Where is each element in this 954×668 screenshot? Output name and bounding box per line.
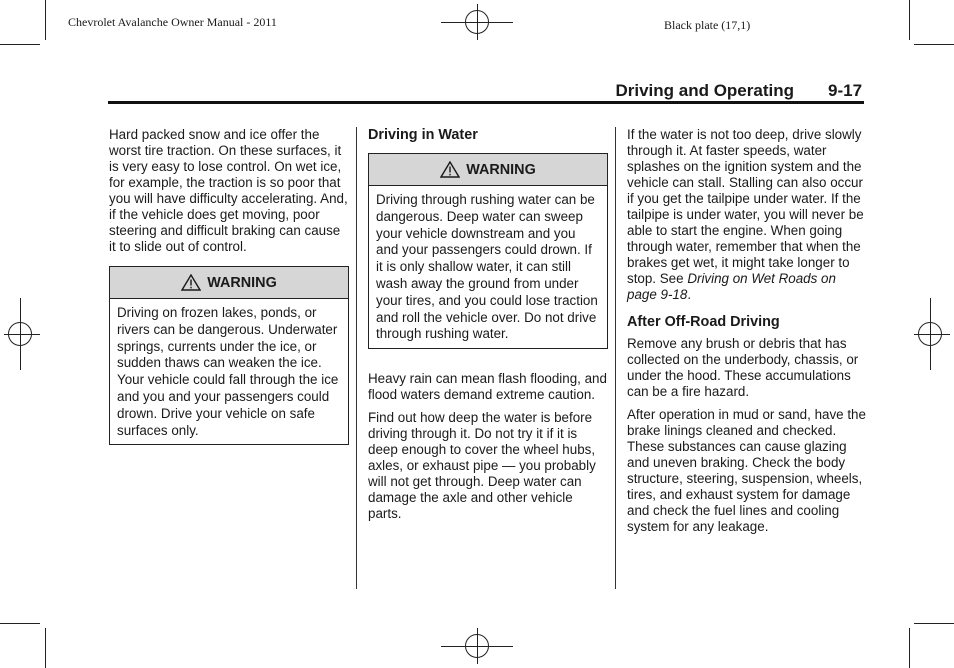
column-divider — [356, 127, 357, 589]
debris-paragraph: Remove any brush or debris that has collected on the underbody, chassis, or under the hood. These accumulations can be a fire hazard. — [627, 336, 859, 399]
warning-header — [369, 154, 607, 186]
crop-mark — [0, 623, 40, 624]
warning-text: Driving on frozen lakes, ponds, or rivers can be dangerous. Underwater springs, currents under the ice, or sudden thaws can weaken the ice. Your vehicle could fall through the ice and you and your passengers could drown. Drive your vehicle on safe surfaces only. — [117, 305, 339, 438]
plate-label: Black plate (17,1) — [664, 18, 751, 32]
cross-reference-link[interactable]: Driving on Wet Roads on page 9-18 — [627, 271, 836, 302]
crop-mark — [909, 628, 910, 668]
mud-sand-paragraph: After operation in mud or sand, have the brake linings cleaned and checked. These substances can cause glazing and uneven braking. Check the body structure, steering, suspension, wheels, tires, and exhaust system for damage and check the fuel lines and cooling system for any leakage. — [627, 407, 866, 534]
warning-header — [110, 267, 348, 299]
column-2 — [368, 127, 608, 529]
crop-mark — [914, 623, 954, 624]
page-number: 9-17 — [828, 81, 863, 100]
column-divider — [615, 127, 616, 589]
warning-triangle-icon — [440, 161, 460, 178]
water-depth-paragraph: Find out how deep the water is before driving through it. Do not try it if it is deep enough to cover the wheel hubs, axles, or exhaust pipe — you probably will not get through. Deep water can damage the axle and other vehicle parts. — [368, 410, 596, 522]
crop-mark — [909, 0, 910, 40]
crop-mark — [45, 628, 46, 668]
crop-mark — [0, 44, 40, 45]
warning-box-water — [368, 153, 608, 349]
manual-title: Chevrolet Avalanche Owner Manual - 2011 — [68, 15, 277, 29]
warning-label: WARNING — [207, 274, 277, 291]
column-1 — [109, 127, 349, 445]
crop-mark — [914, 44, 954, 45]
section-title: Driving and Operating — [615, 81, 794, 100]
driving-in-water-heading: Driving in Water — [368, 127, 478, 143]
warning-label: WARNING — [466, 161, 536, 178]
flash-flood-paragraph: Heavy rain can mean flash flooding, and flood waters demand extreme caution. — [368, 371, 607, 403]
shallow-water-paragraph: If the water is not too deep, drive slowly through it. At faster speeds, water splashes on the ignition system and the vehicle can stall. Stalling can also occur if you get the tailpipe under water. If the tailpipe is under water, you will never be able to start the engine. When going through water, remember that when the brakes get wet, it might take longer to stop. See Driving on Wet Roads on page 9-18. — [627, 127, 864, 302]
warning-triangle-icon — [181, 274, 201, 291]
warning-box-ice — [109, 266, 349, 445]
after-off-road-heading: After Off-Road Driving — [627, 314, 780, 330]
crop-mark — [45, 0, 46, 40]
column-3 — [627, 127, 867, 542]
ice-snow-paragraph: Hard packed snow and ice offer the worst tire traction. On these surfaces, it is very easy to lose control. On wet ice, for example, the traction is so poor that you will have difficulty accelerating. And, if the vehicle does get moving, poor steering and difficult braking can cause it to slide out of control. — [109, 127, 348, 254]
warning-text: Driving through rushing water can be dangerous. Deep water can sweep your vehicle downstream and you and your passengers could drown. If it is only shallow water, it can still wash away the ground from under your tires, and you could lose traction and roll the vehicle over. Do not drive through rushing water. — [376, 192, 598, 342]
header-rule — [108, 101, 864, 104]
